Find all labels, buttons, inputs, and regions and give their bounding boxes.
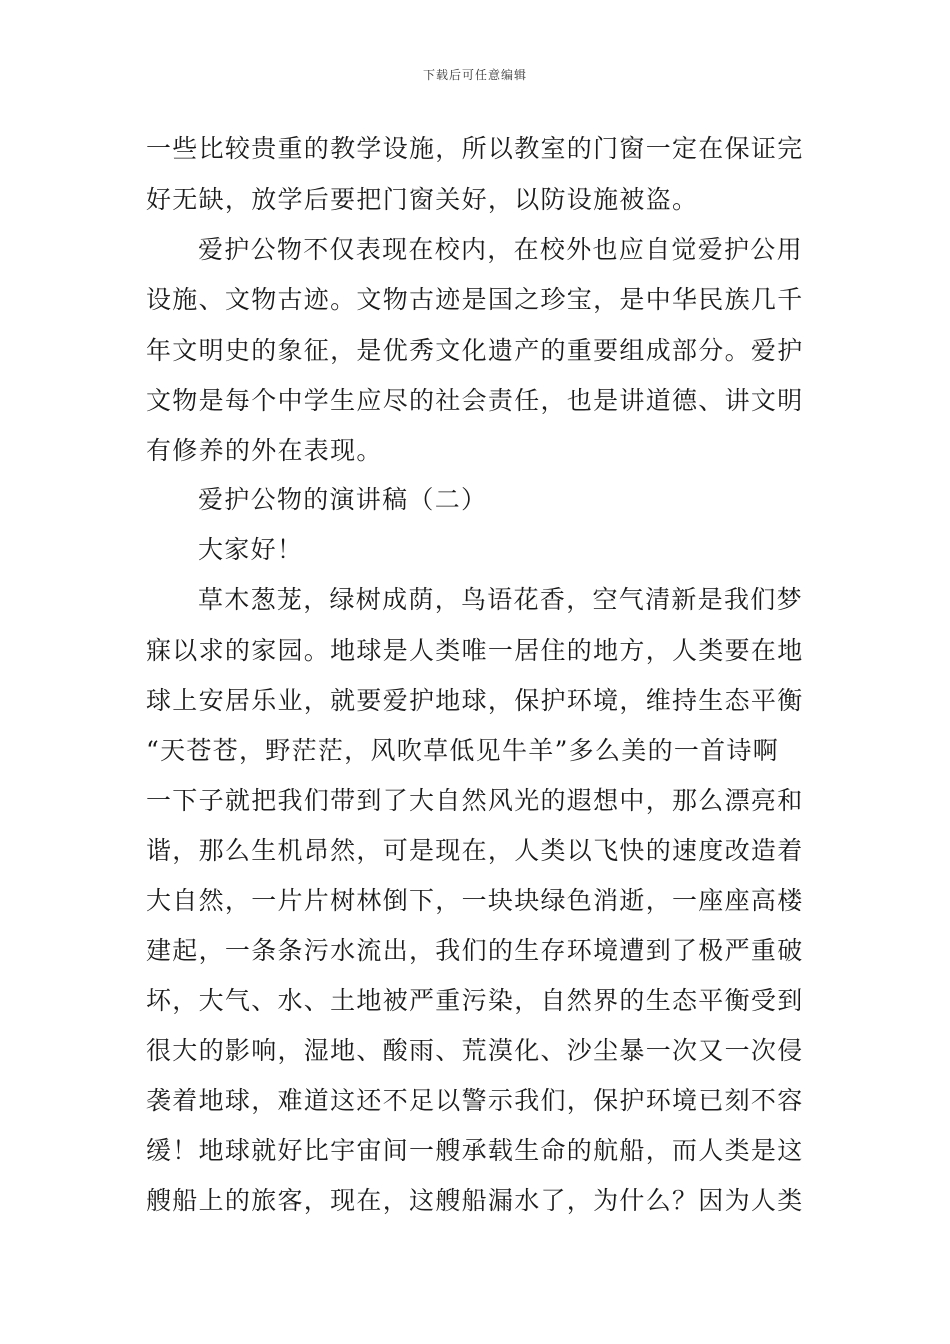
text-line: 文物是每个中学生应尽的社会责任，也是讲道德、讲文明 (146, 386, 804, 415)
text-line: 寐以求的家园。地球是人类唯一居住的地方，人类要在地 (146, 636, 804, 665)
paragraph-first-line: 草木葱茏，绿树成荫，鸟语花香，空气清新是我们梦 (198, 585, 803, 614)
text-line: 艘船上的旅客，现在，这艘船漏水了，为什么？因为人类 (146, 1186, 804, 1215)
text-line: 坏，大气、水、土地被严重污染，自然界的生态平衡受到 (146, 986, 804, 1015)
page-header: 下载后可任意编辑 (422, 68, 527, 82)
section-title: 爱护公物的演讲稿（二） (198, 485, 488, 514)
text-line: 好无缺，放学后要把门窗关好，以防设施被盗。 (146, 185, 699, 214)
text-line: 年文明史的象征，是优秀文化遗产的重要组成部分。爱护 (146, 336, 804, 365)
greeting: 大家好！ (198, 535, 304, 564)
text-line: 缓！地球就好比宇宙间一艘承载生命的航船，而人类是这 (146, 1136, 804, 1165)
text-line: 大自然，一片片树林倒下，一块块绿色消逝，一座座高楼 (146, 886, 804, 915)
text-line: “天苍苍，野茫茫，风吹草低见牛羊”多么美的一首诗啊 (146, 736, 780, 765)
text-line: 设施、文物古迹。文物古迹是国之珍宝，是中华民族几千 (146, 285, 804, 314)
text-line: 很大的影响，湿地、酸雨、荒漠化、沙尘暴一次又一次侵 (146, 1036, 804, 1065)
text-line: 球上安居乐业，就要爱护地球，保护环境，维持生态平衡 (146, 686, 804, 715)
paragraph-first-line: 爱护公物不仅表现在校内，在校外也应自觉爱护公用 (198, 235, 803, 264)
text-line: 一下子就把我们带到了大自然风光的遐想中，那么漂亮和 (146, 786, 804, 815)
text-line: 谐，那么生机昂然，可是现在，人类以飞快的速度改造着 (146, 836, 804, 865)
text-line: 袭着地球，难道这还不足以警示我们，保护环境已刻不容 (146, 1086, 804, 1115)
text-line: 有修养的外在表现。 (146, 436, 383, 465)
text-line: 建起，一条条污水流出，我们的生存环境遭到了极严重破 (146, 936, 804, 965)
text-line: 一些比较贵重的教学设施，所以教室的门窗一定在保证完 (146, 134, 804, 163)
